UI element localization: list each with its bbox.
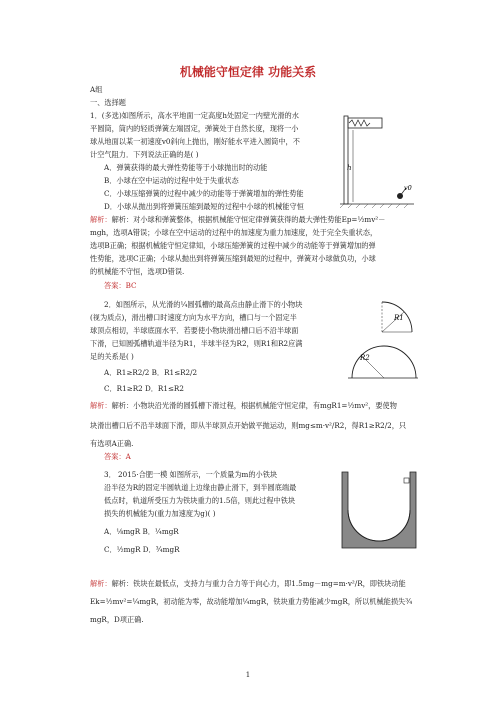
q2-line-3: 球顶点相切，半球底面水平．若要使小物块滑出槽口后不沿半球面	[90, 326, 299, 335]
r2-label: R2	[360, 354, 370, 362]
q2-line-5: 足的关系是( )	[90, 352, 134, 361]
q1-option-a: A．弹簧获得的最大弹性势能等于小球抛出时的动能	[104, 163, 268, 172]
q3-options-cd: C．½mgR D．¾mgR	[104, 545, 180, 554]
q3-analysis-1: 解析：解析：铁块在最低点，支持力与重力合力等于向心力，即1.5mg－mg=m·v²/R，即铁块动能	[90, 579, 406, 588]
q1-line-1: 1．(多选)如图所示，高水平地面一定高度h处固定一内壁光滑的水	[90, 111, 299, 120]
q2-line-2: (视为质点)，滑出槽口时速度方向为水平方向，槽口与一个固定半	[90, 313, 297, 322]
q3-line-1: 3． 2015·合肥一模 如图所示，一个质量为m的小铁块	[104, 470, 278, 479]
group-label: A组	[90, 85, 103, 94]
section-heading: 一、选择题	[90, 98, 126, 107]
q2-answer: 答案：A	[104, 452, 131, 461]
wall	[344, 116, 348, 204]
q1-line-2: 平圆筒，筒内的轻质弹簧左端固定，弹簧处于自然长度，现将一小	[90, 124, 299, 133]
spring	[349, 120, 370, 126]
track-block	[342, 472, 416, 548]
q3-analysis-3: mgR，D项正确.	[90, 615, 144, 624]
q2-line-1: 2．如图所示，从光滑的¼圆弧槽的最高点由静止滑下的小物块	[104, 300, 303, 309]
q1-analysis-1: 解析：解析：对小球和弹簧整体，根据机械能守恒定律弹簧获得的最大弹性势能Ep=½mv²－	[90, 215, 386, 224]
q2-analysis-2: 块滑出槽口后不沿半球面下滑，即从半球顶点开始做平抛运动，则mg≤m·v²/R2，得R1≥R2/2，只	[90, 421, 407, 430]
page-title: 机械能守恒定律 功能关系	[179, 65, 317, 79]
q1-analysis-4: 性势能，选项C正确；小球从抛出到将弹簧压缩到最短的过程中，弹簧对小球做负功，小球	[90, 254, 376, 263]
tube	[348, 118, 382, 128]
q2-options-cd: C．R1≥R2 D．R1≤R2	[104, 384, 184, 393]
q2-analysis-3: 有选项A正确.	[90, 439, 134, 448]
iron-block	[404, 478, 409, 483]
q1-analysis-2: mgh，选项A错误；小球在空中运动的过程中的加速度为重力加速度，处于完全失重状态，	[90, 228, 378, 237]
q1-option-d: D．小球从抛出到将弹簧压缩到最短的过程中小球的机械能守恒	[104, 202, 304, 211]
q1-line-4: 计空气阻力．下列说法正确的是( )	[90, 150, 199, 159]
page-number: 1	[245, 671, 251, 679]
q1-option-b: B．小球在空中运动的过程中处于失重状态	[104, 176, 239, 185]
q3-figure	[340, 470, 418, 550]
height-label: h	[347, 164, 352, 172]
q2-options-ab: A．R1≥R2/2 B．R1≤R2/2	[104, 368, 198, 377]
q3-analysis-2: Ek=½mv²=¼mgR，初动能为零，故动能增加¼mgR，铁块重力势能减少mgR，所以机械能损失¾	[90, 597, 413, 606]
q3-line-2: 沿半径为R的固定半圆轨道上边缘由静止滑下，到半圆底端最	[104, 483, 297, 492]
q1-option-c: C．小球压缩弹簧的过程中减少的动能等于弹簧增加的弹性势能	[104, 189, 304, 198]
ground-hatch	[340, 204, 408, 208]
velocity-label: v0	[404, 184, 412, 192]
q1-figure	[338, 112, 416, 208]
q3-options-ab: A．⅛mgR B．¼mgR	[104, 527, 179, 536]
q2-analysis-1: 解析：解析：小物块沿光滑的圆弧槽下滑过程，根据机械能守恒定律，有mgR1=½mv²，要使物	[90, 401, 397, 410]
q1-answer: 答案：BC	[104, 281, 137, 290]
q3-line-3: 低点时，轨道所受压力为铁块重力的1.5倍，则此过程中铁块	[104, 496, 296, 505]
q2-line-4: 下滑，已知圆弧槽轨道半径为R1，半球半径为R2，则R1和R2应满	[90, 339, 303, 348]
r1-label: R1	[394, 314, 404, 322]
q1-analysis-3: 选项B正确；根据机械能守恒定律知，小球压缩弹簧的过程中减少的动能等于弹簧增加的弹	[90, 241, 376, 250]
q2-figure	[348, 298, 418, 382]
hemisphere	[352, 346, 416, 378]
q3-line-4: 损失的机械能为(重力加速度为g)( )	[104, 509, 216, 518]
q1-line-3: 球从地面以某一初速度v0斜向上抛出，刚好能水平进入圆筒中，不	[90, 137, 300, 146]
q1-analysis-5: 的机械能不守恒，选项D错误.	[90, 267, 185, 276]
